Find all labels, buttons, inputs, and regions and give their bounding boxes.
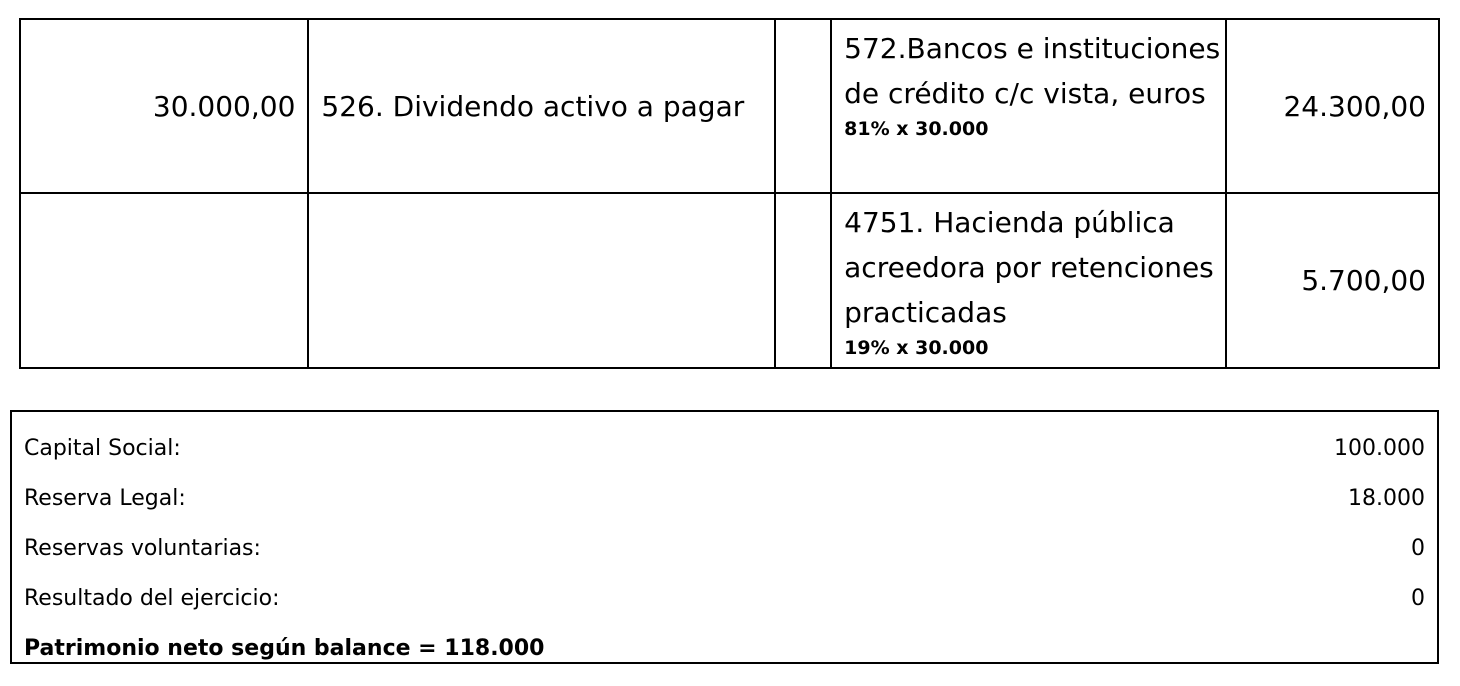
equity-summary-box [10,410,1439,664]
credit-calculation: 81% x 30.000 [844,118,989,140]
summary-value: 18.000 [1348,486,1425,511]
credit-amount-cell: 5.700,00 [1226,193,1439,368]
credit-amount-cell: 24.300,00 [1226,19,1439,193]
credit-account-name: 4751. Hacienda pública acreedora por retenciones practicadas [844,206,1214,329]
total-label: Patrimonio neto según balance = 118.000 [24,636,545,661]
summary-label: Resultado del ejercicio: [24,586,280,611]
table-row [20,193,1439,368]
summary-label: Reserva Legal: [24,486,186,511]
debit-account-cell: 526. Dividendo activo a pagar [308,19,775,193]
summary-value: 0 [1411,586,1425,611]
summary-value: 100.000 [1334,436,1425,461]
credit-account-cell [831,19,1226,193]
debit-amount-cell [20,193,308,368]
credit-account-cell [831,193,1226,368]
summary-label: Reservas voluntarias: [24,536,261,561]
summary-label: Capital Social: [24,436,181,461]
credit-calculation: 19% x 30.000 [844,337,989,359]
journal-entry-table [19,18,1440,369]
separator-cell [775,19,831,193]
separator-cell [775,193,831,368]
summary-row-resultado-ejercicio [24,584,1425,614]
summary-row-capital-social [24,434,1425,464]
debit-account-cell [308,193,775,368]
summary-row-reservas-voluntarias [24,534,1425,564]
summary-total [24,634,1425,664]
table-row [20,19,1439,193]
summary-value: 0 [1411,536,1425,561]
debit-amount-cell: 30.000,00 [20,19,308,193]
credit-account-name: 572.Bancos e instituciones de crédito c/c vista, euros [844,32,1221,110]
summary-row-reserva-legal [24,484,1425,514]
